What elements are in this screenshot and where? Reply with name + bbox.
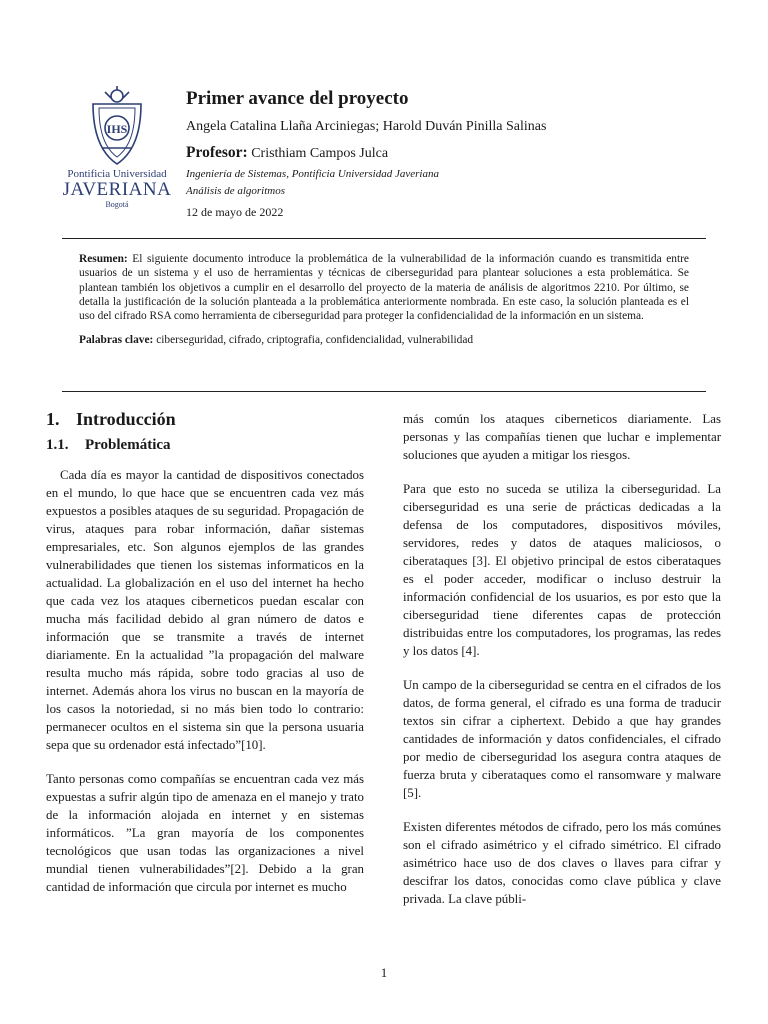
professor-line: [186, 144, 706, 162]
professor-label: Profesor:: [186, 144, 248, 161]
section-heading-introduccion: [46, 410, 364, 428]
body-paragraph: Cada día es mayor la cantidad de dispositivos conectados en el mundo, lo que hace que se encuentren cada vez más expuestos a posibles ataques de su seguridad. Propagación de virus, ataques para robar información, dañar sistemas empresariales, etc. Son algunos ejemplos de las grandes vulnerabilidades que tienen los sistemas informaticos en la actualidad. La globalización en el uso del internet ha hecho que cada vez los ataques ciberneticos puedan escalar con mucha más facilidad debido al gran número de datos e información que se transmite a través de internet diariamente. En la actualidad ”la propagación del malware resulta mucho más rápida, sobre todo gracias al uso de internet. Además ahora los virus no buscan en la mayoría de los casos la notoriedad, si no más bien todo lo contrario: permanecer ocultos en el sistema sin que la persona usuaria sepa que su ordenador está infectado”[10].: [46, 468, 364, 752]
paper-title: Primer avance del proyecto: [186, 88, 409, 109]
paper-date: 12 de mayo de 2022: [186, 205, 284, 219]
section-title: Introducción: [76, 409, 176, 429]
logo-big-text: JAVERIANA: [62, 179, 172, 200]
page-number: 1: [380, 965, 388, 980]
paper-header: [186, 88, 706, 220]
abstract-block: [79, 252, 689, 348]
affiliation: Ingeniería de Sistemas, Pontificia Universidad Javeriana: [186, 168, 439, 180]
subsection-number: 1.1.: [46, 437, 69, 453]
university-logo: [62, 84, 172, 214]
paper-authors: Angela Catalina Llaña Arciniegas; Harold Duván Pinilla Salinas: [186, 119, 547, 134]
left-column: [46, 408, 364, 912]
university-crest-icon: [85, 84, 149, 168]
right-column: [403, 410, 721, 924]
professor-name: Cristhiam Campos Julca: [247, 146, 389, 161]
body-paragraph: Un campo de la ciberseguridad se centra en el cifrados de los datos, de forma general, el cifrado es una forma de traducir textos sin cifrar a ciphertext. Debido a que hay grandes cantidades de información y datos confidenciales, el cifrado por medio de ciberseguridad los asegura contra ataques de fuerza bruta y ciberataques como el ransomware y malware [5].: [403, 678, 721, 800]
top-divider: [62, 238, 706, 239]
bottom-divider: [62, 391, 706, 392]
abstract-paragraph: [79, 252, 689, 323]
body-paragraph: Existen diferentes métodos de cifrado, pero los más comúnes son el cifrado asimétrico y el cifrado simétrico. El cifrado asimétrico hace uso de dos claves o llaves para cifrar y descifrar los datos, conocidas como clave pública y clave privada. La clave públi-: [403, 820, 721, 906]
logo-small-text: Pontificia Universidad: [67, 168, 167, 180]
keywords-text: ciberseguridad, cifrado, criptografia, confidencialidad, vulnerabilidad: [153, 334, 474, 347]
body-paragraph: Para que esto no suceda se utiliza la ciberseguridad. La ciberseguridad es una serie de prácticas dedicadas a la defensa de los computadores, dispositivos móviles, servidores, redes y datos de ataques maliciosos, o ciberataques [3]. El objetivo principal de estos ciberataques es el poder acceder, modificar o incluso destruir la información confidencial de los usuarios, es por esto que la ciberseguridad tiene diferentes capas de protección distribuidas entre los computadores, los programas, las redes y los datos [4].: [403, 482, 721, 658]
keywords-label: Palabras clave:: [79, 334, 154, 347]
crest-letters: IHS: [106, 122, 128, 136]
body-paragraph: Tanto personas como compañías se encuentran cada vez más expuestas a sufrir algún tipo de amenaza en el manejo y trato de la información alojada en internet y en sistemas informáticos. ”La gran mayoría de los componentes tecnológicos que usan todas las organizaciones a nivel mundial tienen vulnerabilidades”[2]. Debido a la gran cantidad de información que circula por internet es mucho: [46, 772, 364, 894]
subsection-heading-problematica: [46, 436, 364, 454]
subsection-title: Problemática: [85, 437, 171, 453]
section-number: 1.: [46, 409, 60, 429]
body-paragraph: más común los ataques ciberneticos diariamente. Las personas y las compañías tienen que luchar e implementar soluciones que ayuden a mitigar los riesgos.: [403, 412, 721, 462]
keywords-paragraph: [79, 333, 689, 347]
abstract-text: El siguiente documento introduce la problemática de la vulnerabilidad de la información cuando es transmitida entre usuarios de un sistema y el uso de herramientas y técnicas de ciberseguridad para plantear soluciones a esta problemática. Se plantean también los objetivos a cumplir en el desarrollo del proyecto de la materia de análisis de algoritmos 2210. Por último, se detalla la justificación de la solución planteada a la problemática anteriormente nombrada. En este caso, la solución planteada es el uso del cifrado RSA como herramienta de ciberseguridad para proteger la confidencialidad de la información en un sistema.: [79, 253, 689, 323]
logo-city: Bogotá: [105, 200, 129, 209]
course-name: Análisis de algoritmos: [186, 185, 286, 197]
abstract-label: Resumen:: [79, 253, 128, 265]
